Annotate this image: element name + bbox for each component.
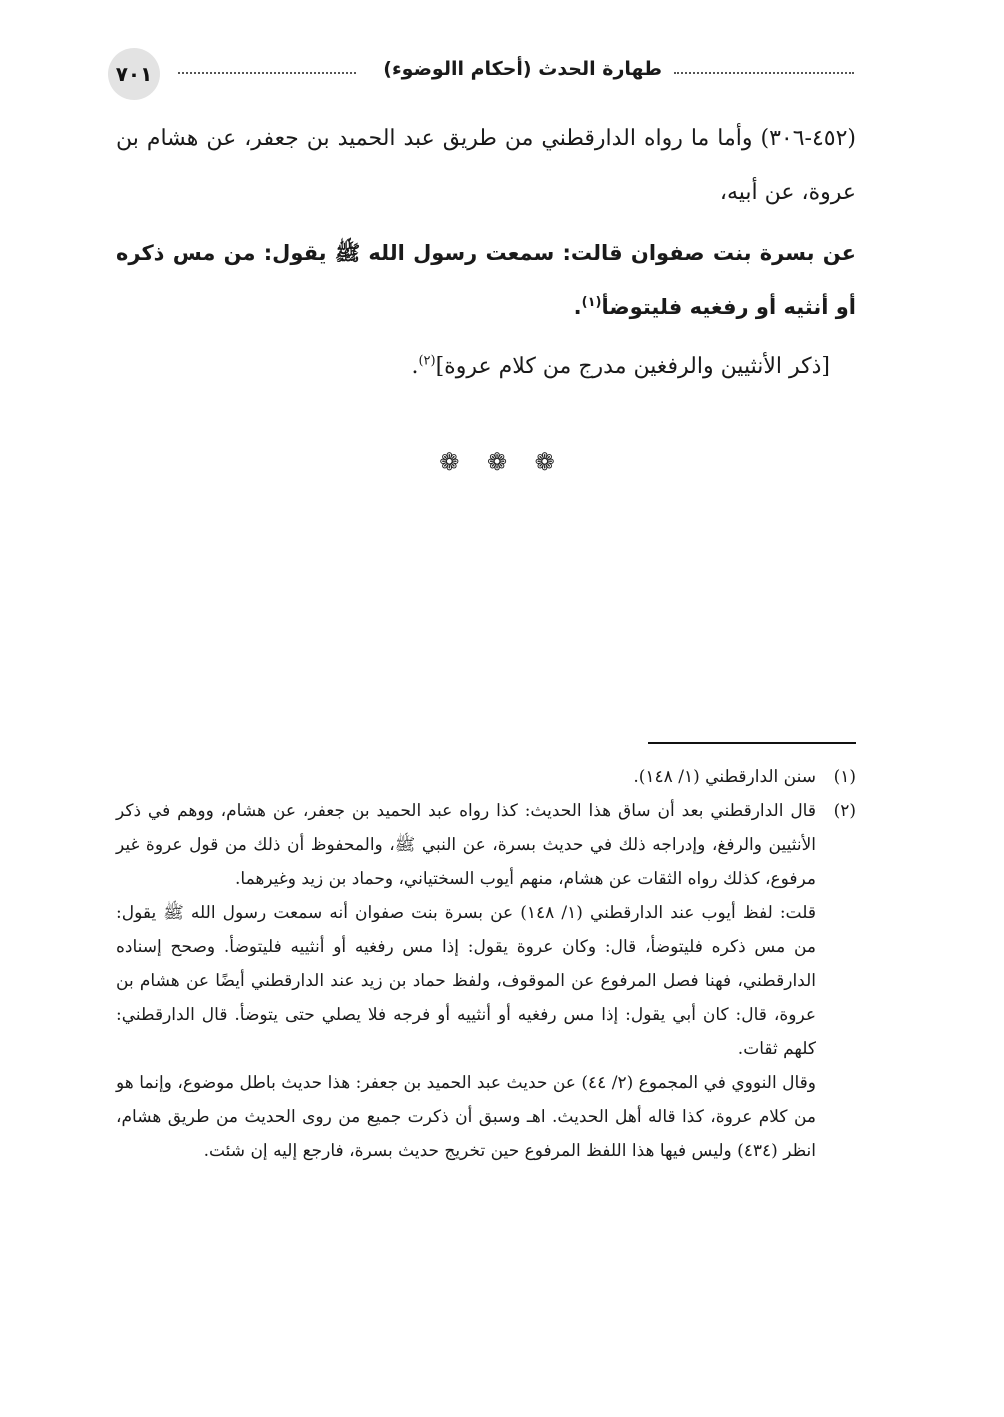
footnote-2 [116,794,856,1168]
footnote-body [116,760,816,794]
footnote-number: (٢) [833,801,856,821]
footnote-number: (١) [833,767,856,787]
section-separator-ornament: ❁ ❁ ❁ [439,448,565,476]
editor-note-body: [ذكر الأنثيين والرفغين مدرج من كلام عروة] [435,354,830,379]
page-number: ٧٠١ [115,62,153,86]
footnote-paragraph: قلت: لفظ أيوب عند الدارقطني (١/ ١٤٨) عن بسرة بنت صفوان أنه سمعت رسول الله ﷺ يقول: من مس ذكره فليتوضأ، قال: وكان عروة يقول: إذا مس رفغيه أو أنثييه فليتوضأ. وصحح إسناده الدارقطني، فهنا فصل المرفوع عن الموقوف، ولفظ حماد بن زيد عند الدارقطني أيضًا عن هشام بن عروة، قال: كان أبي يقول: إذا مس رفغيه أو أنثييه أو فرجه فلا يصلي حتى يتوضأ. قال الدارقطني: كلهم ثقات. [116,903,817,1059]
editor-note [116,340,856,394]
footnote-body [116,794,816,1168]
chapter-title: طهارة الحدث (أحكام االوضوء) [383,58,662,80]
hadith-text [116,226,856,334]
header-dotted-leader-left [178,72,356,74]
footnote-1 [116,760,856,794]
running-header [108,48,854,100]
header-dotted-leader-right [674,72,854,74]
footnote-paragraph: قال الدارقطني بعد أن ساق هذا الحديث: كذا رواه عبد الحميد بن جعفر، عن هشام، ووهم في ذكر الأنثيين والرفغ، وإدراجه ذلك في حديث بسرة، عن النبي ﷺ، والمحفوظ أن ذلك من قول عروة غير مرفوع، كذلك رواه الثقات عن هشام، منهم أيوب السختياني، وحماد بن زيد وغيرهما. [116,801,816,889]
footnote-paragraph: سنن الدارقطني (١/ ١٤٨). [633,767,816,787]
hadith-body: عن بسرة بنت صفوان قالت: سمعت رسول الله ﷺ يقول: من مس ذكره أو أنثيه أو رفغيه فليتوضأ [116,241,856,319]
footnote-divider [648,742,856,744]
editor-note-end-punct: . [411,354,419,379]
footnote-ref-2[interactable]: (٢) [418,353,436,369]
chain-of-narration-paragraph: (٤٥٢-٣٠٦) وأما ما رواه الدارقطني من طريق عبد الحميد بن جعفر، عن هشام بن عروة، عن أبيه، [116,126,856,205]
footnotes-section [116,760,856,1168]
footnote-ref-1[interactable]: (١) [581,295,602,310]
page-number-badge [108,48,160,100]
hadith-end-punct: . [573,295,582,319]
main-text-body [116,112,856,394]
footnote-paragraph: وقال النووي في المجموع (٢/ ٤٤) عن حديث عبد الحميد بن جعفر: هذا حديث باطل موضوع، وإنما هو من كلام عروة، كذا قاله أهل الحديث. اهـ وسبق أن ذكرت جميع من روى الحديث من طريق هشام، انظر (٤٣٤) وليس فيها هذا اللفظ المرفوع حين تخريج حديث بسرة، فارجع إليه إن شئت. [116,1073,816,1161]
